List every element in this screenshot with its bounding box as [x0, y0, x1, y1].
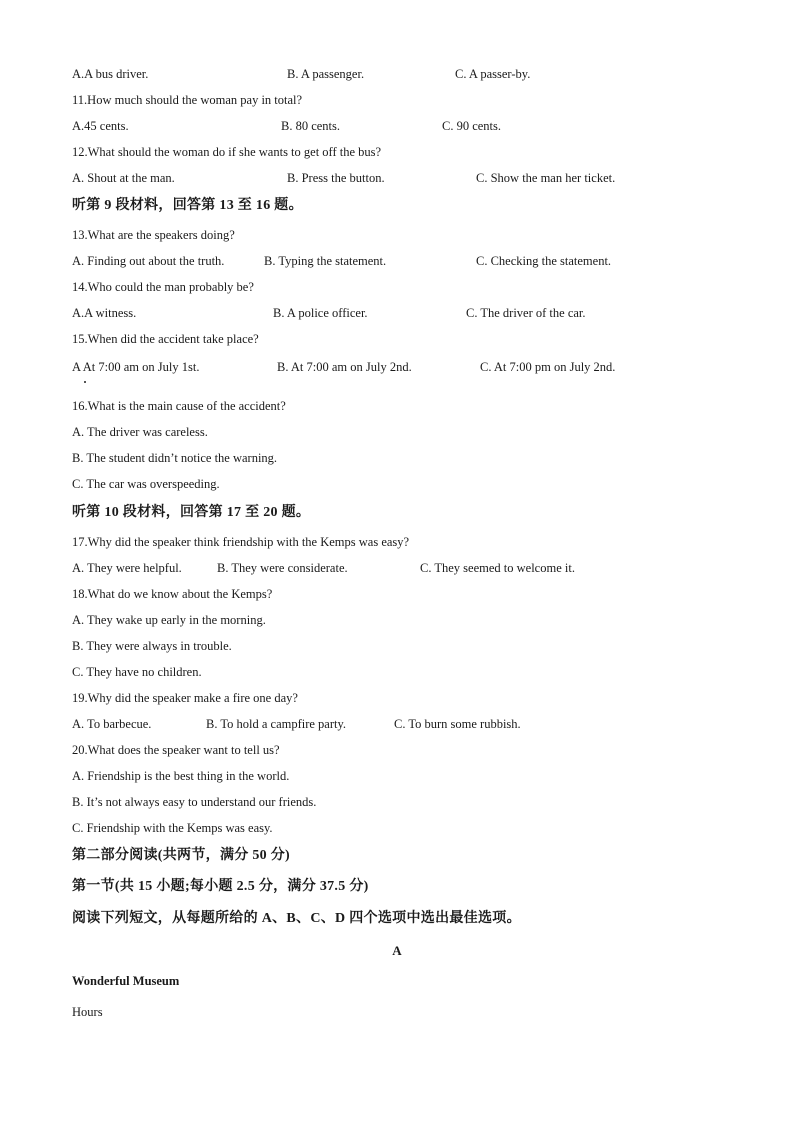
q14-option-b: B. A police officer. — [273, 306, 368, 320]
passage-title: Wonderful Museum — [72, 974, 180, 988]
section-1-heading: 第一节(共 15 小题;每小题 2.5 分，满分 37.5 分) — [72, 879, 369, 894]
q17-option-c: C. They seemed to welcome it. — [420, 561, 575, 575]
q19-option-c: C. To burn some rubbish. — [394, 717, 521, 731]
q11-option-c: C. 90 cents. — [442, 119, 502, 133]
question-19: 19.Why did the speaker make a fire one day? — [72, 691, 298, 705]
q12-option-b: B. Press the button. — [287, 171, 385, 185]
q10-option-a: A.A bus driver. — [72, 67, 149, 81]
q16-option-b: B. The student didn’t notice the warning. — [72, 451, 278, 465]
reading-instructions: 阅读下列短文，从每题所给的 A、B、C、D 四个选项中选出最佳选项。 — [72, 911, 521, 926]
q10-option-b: B. A passenger. — [287, 67, 365, 81]
q18-option-a: A. They wake up early in the morning. — [72, 613, 266, 627]
stray-mark — [84, 381, 86, 383]
q11-option-a: A.45 cents. — [72, 119, 129, 133]
q17-option-b: B. They were considerate. — [217, 561, 348, 575]
q13-option-c: C. Checking the statement. — [476, 254, 612, 268]
q15-option-c: C. At 7:00 pm on July 2nd. — [480, 360, 616, 374]
q17-option-a: A. They were helpful. — [72, 561, 182, 575]
q16-option-a: A. The driver was careless. — [72, 425, 208, 439]
question-17: 17.Why did the speaker think friendship with the Kemps was easy? — [72, 535, 410, 549]
q15-option-b: B. At 7:00 am on July 2nd. — [277, 360, 412, 374]
q19-option-b: B. To hold a campfire party. — [206, 717, 347, 731]
q11-option-b: B. 80 cents. — [281, 119, 341, 133]
question-12: 12.What should the woman do if she wants to get off the bus? — [72, 145, 382, 159]
question-13: 13.What are the speakers doing? — [72, 228, 235, 242]
q16-option-c: C. The car was overspeeding. — [72, 477, 220, 491]
question-20: 20.What does the speaker want to tell us? — [72, 743, 280, 757]
q13-option-a: A. Finding out about the truth. — [72, 254, 225, 268]
question-15: 15.When did the accident take place? — [72, 332, 259, 346]
section-9-heading: 听第 9 段材料，回答第 13 至 16 题。 — [72, 198, 303, 213]
q20-option-c: C. Friendship with the Kemps was easy. — [72, 821, 273, 835]
q12-option-a: A. Shout at the man. — [72, 171, 175, 185]
passage-subtitle: Hours — [72, 1005, 103, 1019]
q10-option-c: C. A passer-by. — [455, 67, 531, 81]
section-10-heading: 听第 10 段材料，回答第 17 至 20 题。 — [72, 505, 311, 520]
q14-option-a: A.A witness. — [72, 306, 137, 320]
q18-option-b: B. They were always in trouble. — [72, 639, 232, 653]
q15-option-a: A At 7:00 am on July 1st. — [72, 360, 200, 374]
question-18: 18.What do we know about the Kemps? — [72, 587, 273, 601]
question-11: 11.How much should the woman pay in total? — [72, 93, 303, 107]
q14-option-c: C. The driver of the car. — [466, 306, 586, 320]
q18-option-c: C. They have no children. — [72, 665, 202, 679]
passage-letter: A — [392, 943, 402, 958]
question-16: 16.What is the main cause of the accident? — [72, 399, 286, 413]
q13-option-b: B. Typing the statement. — [264, 254, 387, 268]
q19-option-a: A. To barbecue. — [72, 717, 152, 731]
q12-option-c: C. Show the man her ticket. — [476, 171, 616, 185]
part-2-heading: 第二部分阅读(共两节，满分 50 分) — [72, 848, 291, 863]
q20-option-a: A. Friendship is the best thing in the world. — [72, 769, 290, 783]
q20-option-b: B. It’s not always easy to understand our friends. — [72, 795, 317, 809]
question-14: 14.Who could the man probably be? — [72, 280, 254, 294]
